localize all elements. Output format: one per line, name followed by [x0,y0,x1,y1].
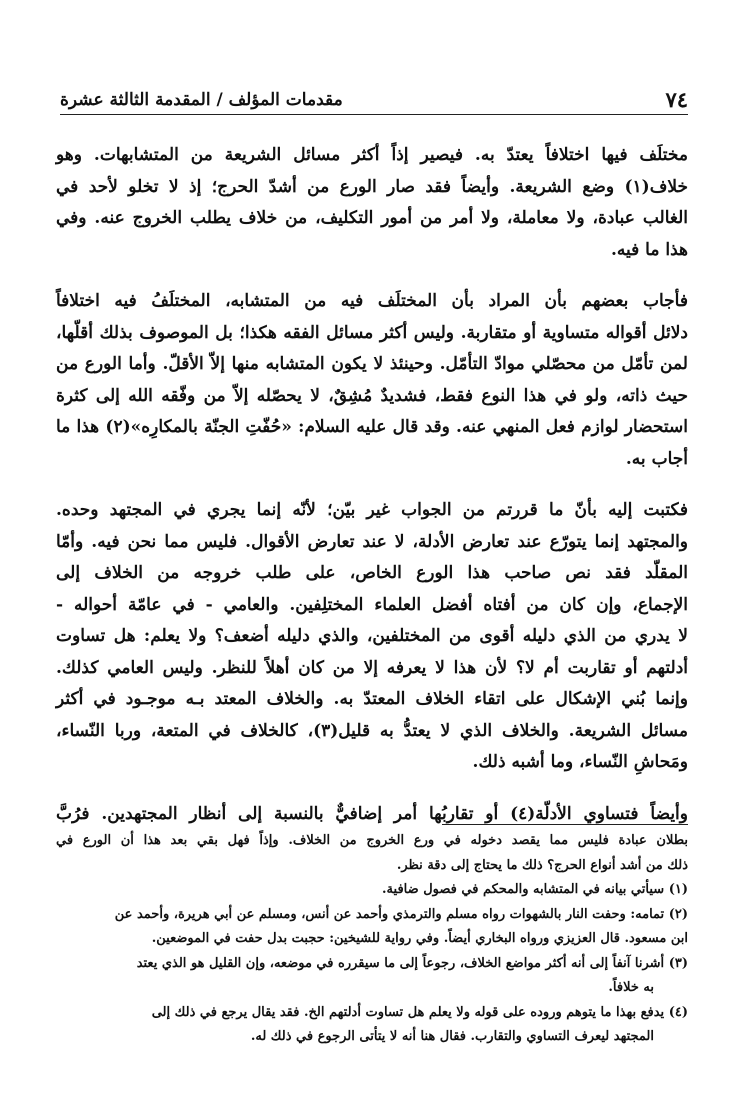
footnote-marker: (٣) [668,955,688,971]
text-line: أدلتهم أو تقاربت أم لا؟ لأن هذا لا يعرفه إلا من كان أهلاً للنظر. وليس العامي كذلك. [56,657,688,678]
text-line: وإنما بُني الإشكال على اتقاء الخلاف المعتدّ به. والخلاف المعتد بـه موجـود في أكثر [56,689,688,709]
footnote-marker: (٤) [668,1004,688,1020]
paragraph [56,140,688,266]
text-line: هذا ما فيه. [610,239,688,260]
footnote-line: به خلافاً. [608,980,654,995]
footnote-3 [56,952,688,1001]
text-line: فكتبت إليه بأنّ ما قررتم من الجواب غير بيّن؛ لأنّه إنما يجري في المجتهد وحده. [56,500,688,520]
text-line: خلاف(١) وضع الشريعة. وأيضاً فقد صار الورع من أشدّ الحرج؛ إذ لا تخلو لأحد في [56,176,688,197]
footnote-2 [56,903,688,952]
footnote-text: سيأتي بيانه في المتشابه والمحكم في فصول ضافية. [382,882,665,897]
footnote-line [56,952,688,977]
paragraph [56,495,688,779]
paragraph [56,286,688,475]
footnote-text: أشرنا آنفاً إلى أنه أكثر مواضع الخلاف، رجوعاً إلى ما سيقرره في موضعه، وإن القليل هو الذي يعتد [136,955,665,971]
footnote-marker: (١) [668,882,688,897]
page-header [60,88,688,115]
text-line: فأجاب بعضهم بأن المراد بأن المختلَف فيه من المتشابه، المختلَفُ فيه اختلافاً [56,291,688,311]
text-line: لمن تأمّل من محصّلي موادّ التأمّل. وحينئذ لا يكون المتشابه منها إلاّ الأقلّ. وأما الورع من [56,354,688,374]
footnote-line [56,903,688,928]
footnote-line: بطلان عبادة فليس مما يقصد دخوله في ورع الخروج من الخلاف. وإذاً فهل بقي بعد هذا أن الورع في [56,833,688,848]
footnote-marker: (٢) [668,906,688,922]
footnote-line [56,1001,688,1026]
footnote-line [56,878,688,903]
text-line: حيث ذاته، ولو في هذا النوع فقط، فشديدٌ مُشِقٌ، لا يحصّله إلاّ من وفّقه الله إلى كثرة [56,385,688,406]
text-line: وأيضاً فتساوي الأدلّة(٤) أو تقاربُها أمر إضافيٌّ بالنسبة إلى أنظار المجتهدين. فرُبَّ [56,803,688,824]
footnotes [56,829,688,1050]
text-line: الإجماع، وإن كان من أفتاه أفضل العلماء المختلِفين. والعامي - في عامّة أحواله - [56,594,688,615]
text-line: ومَحاشِ النّساء، وما أشبه ذلك. [472,752,688,772]
page-number: ٧٤ [665,87,688,112]
footnote-continuation [56,829,688,878]
footnote-line: المجتهد ليعرف التساوي والتقارب. فقال هنا أنه لا يتأتى الرجوع في ذلك له. [250,1029,654,1044]
running-title: مقدمات المؤلف / المقدمة الثالثة عشرة [60,90,343,110]
text-line: أجاب به. [625,448,688,469]
text-line: لا يدري من الذي دليله أقوى من المختلفين، والذي دليله أضعف؟ ولا يعلم: هل تساوت [56,626,688,646]
footnote-text: تمامه: وحفت النار بالشهوات رواه مسلم والترمذي وأحمد عن أنس، ومسلم عن أبي هريرة، وأحمد عن [114,906,665,922]
text-line: والمجتهد إنما يتورّع عند تعارض الأدلة، لا عند تعارض الأقوال. فليس مما نحن فيه. وأمّا [56,531,688,552]
text-line: مختلَف فيها اختلافاً يعتدّ به. فيصير إذاً أكثر مسائل الشريعة من المتشابهات. وهو [56,145,688,165]
footnote-line: ذلك من أشد أنواع الحرج؟ ذلك ما يحتاج إلى دقة نظر. [396,857,688,873]
footnote-1 [56,878,688,903]
text-line: مسائل الشريعة. والخلاف الذي لا يعتدُّ به قليل(٣)، كالخلاف في المتعة، وربا النّساء، [56,720,688,741]
footnote-4 [56,1001,688,1050]
footnote-line: ابن مسعود. قال العزيزي ورواه البخاري أيضاً. وفي رواية للشيخين: حجبت بدل حفت في الموضعين. [151,931,688,946]
text-line: المقلّد فقد نص صاحب هذا الورع الخاص، على طلب خروجه من الخلاف إلى [56,563,688,583]
text-line: استحضار لوازم فعل المنهي عنه. وقد قال عليه السلام: «حُفّتِ الجنّة بالمكارِه»(٢) هذا ما [56,417,688,437]
text-line: دلائل أقواله متساوية أو متقاربة. وليس أكثر مسائل الفقه هكذا؛ بل الموصوف بذلك أقلّها، [56,322,688,343]
paragraph [56,799,688,831]
footnote-text: يدفع بهذا ما يتوهم وروده على قوله ولا يعلم هل تساوت أدلتهم الخ. فقد يقال يرجع في ذلك إلى [151,1004,665,1020]
main-text [56,140,688,850]
footnote-separator [442,824,688,825]
text-line: الغالب عبادة، ولا معاملة، ولا أمر من أمور التكليف، من خلاف يطلب الخروج عنه. وفي [56,208,688,228]
